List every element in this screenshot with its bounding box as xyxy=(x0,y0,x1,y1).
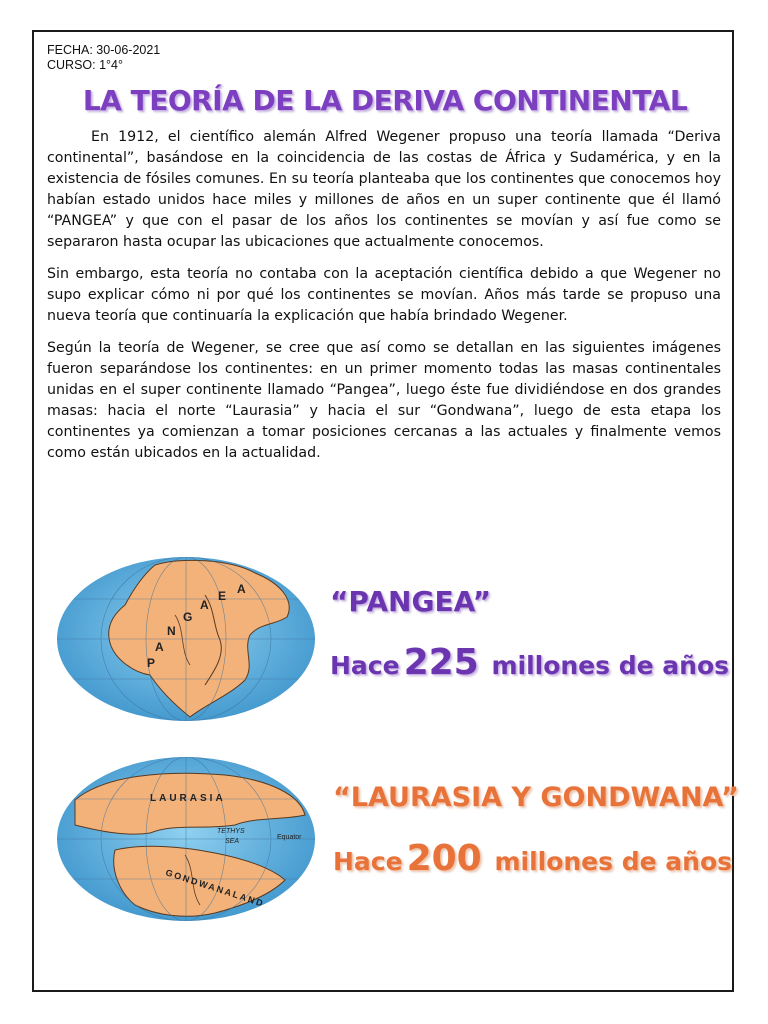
pangea-age-suffix: millones de años xyxy=(491,651,730,680)
lg-age-suffix: millones de años xyxy=(494,847,733,876)
header-meta xyxy=(47,43,160,73)
lg-age-prefix: Hace xyxy=(333,847,403,876)
pangea-letter: A xyxy=(237,582,246,596)
lg-age-number: 200 xyxy=(406,838,482,879)
gondwana-map-label: GONDWANALAND xyxy=(164,867,266,909)
pangea-age-prefix: Hace xyxy=(330,651,400,680)
laurasia-gondwana-age xyxy=(333,838,732,879)
paragraph-3: Según la teoría de Wegener, se cree que así como se detallan en las siguientes imágenes fueron separándose los continentes: en un primer momento todas las masas continentales unidas en el super continente llamado “Pangea”, luego éste fue dividiéndose en dos grandes masas: hacia el norte “Laurasia” y hacia el sur “Gondwana”, luego de esta etapa los continentes ya comienzan a tomar posiciones cercanas a las actuales y finalmente vemos como están ubicados en la actualidad. xyxy=(47,340,721,461)
laurasia-gondwana-heading: “LAURASIA Y GONDWANA” xyxy=(333,782,739,813)
sea-map-label: SEA xyxy=(225,838,240,845)
pangea-letter: N xyxy=(167,624,176,638)
paragraph-1: En 1912, el científico alemán Alfred Wegener propuso una teoría llamada “Deriva continental”, basándose en la coincidencia de las costas de África y Sudamérica, y en la existencia de fósiles comunes. En su teoría planteaba que los continentes que conocemos hoy habían estado unidos hace miles y millones de años en un super continente que él llamó “PANGEA” y que con el pasar de los años los continentes se movían y así fue como se separaron hasta ocupar las ubicaciones que actualmente conocemos. xyxy=(47,129,721,250)
pangea-heading: “PANGEA” xyxy=(330,585,492,618)
pangea-age-number: 225 xyxy=(403,642,479,683)
pangea-letter: A xyxy=(155,640,164,654)
pangea-letter: A xyxy=(200,598,209,612)
pangea-letter: E xyxy=(218,589,227,603)
date-line: FECHA: 30-06-2021 xyxy=(47,43,161,57)
body-text xyxy=(47,127,721,475)
pangea-age xyxy=(330,642,729,683)
paragraph-2: Sin embargo, esta teoría no contaba con la aceptación científica debido a que Wegener no supo explicar cómo ni por qué los continentes se movían. Años más tarde se propuso una nueva teoría que continuaría la explicación que había brindado Wegener. xyxy=(47,266,721,324)
page-title: LA TEORÍA DE LA DERIVA CONTINENTAL xyxy=(82,84,688,117)
course-line: CURSO: 1°4° xyxy=(47,58,123,72)
laurasia-map-label: LAURASIA xyxy=(150,793,226,804)
equator-map-label: Equator xyxy=(277,834,302,841)
pangea-globe-image xyxy=(55,555,317,723)
tethys-map-label: TETHYS xyxy=(217,828,245,835)
laurasia-gondwana-globe-image xyxy=(55,755,317,923)
pangea-letter: G xyxy=(183,610,193,624)
pangea-letter: P xyxy=(147,656,156,670)
